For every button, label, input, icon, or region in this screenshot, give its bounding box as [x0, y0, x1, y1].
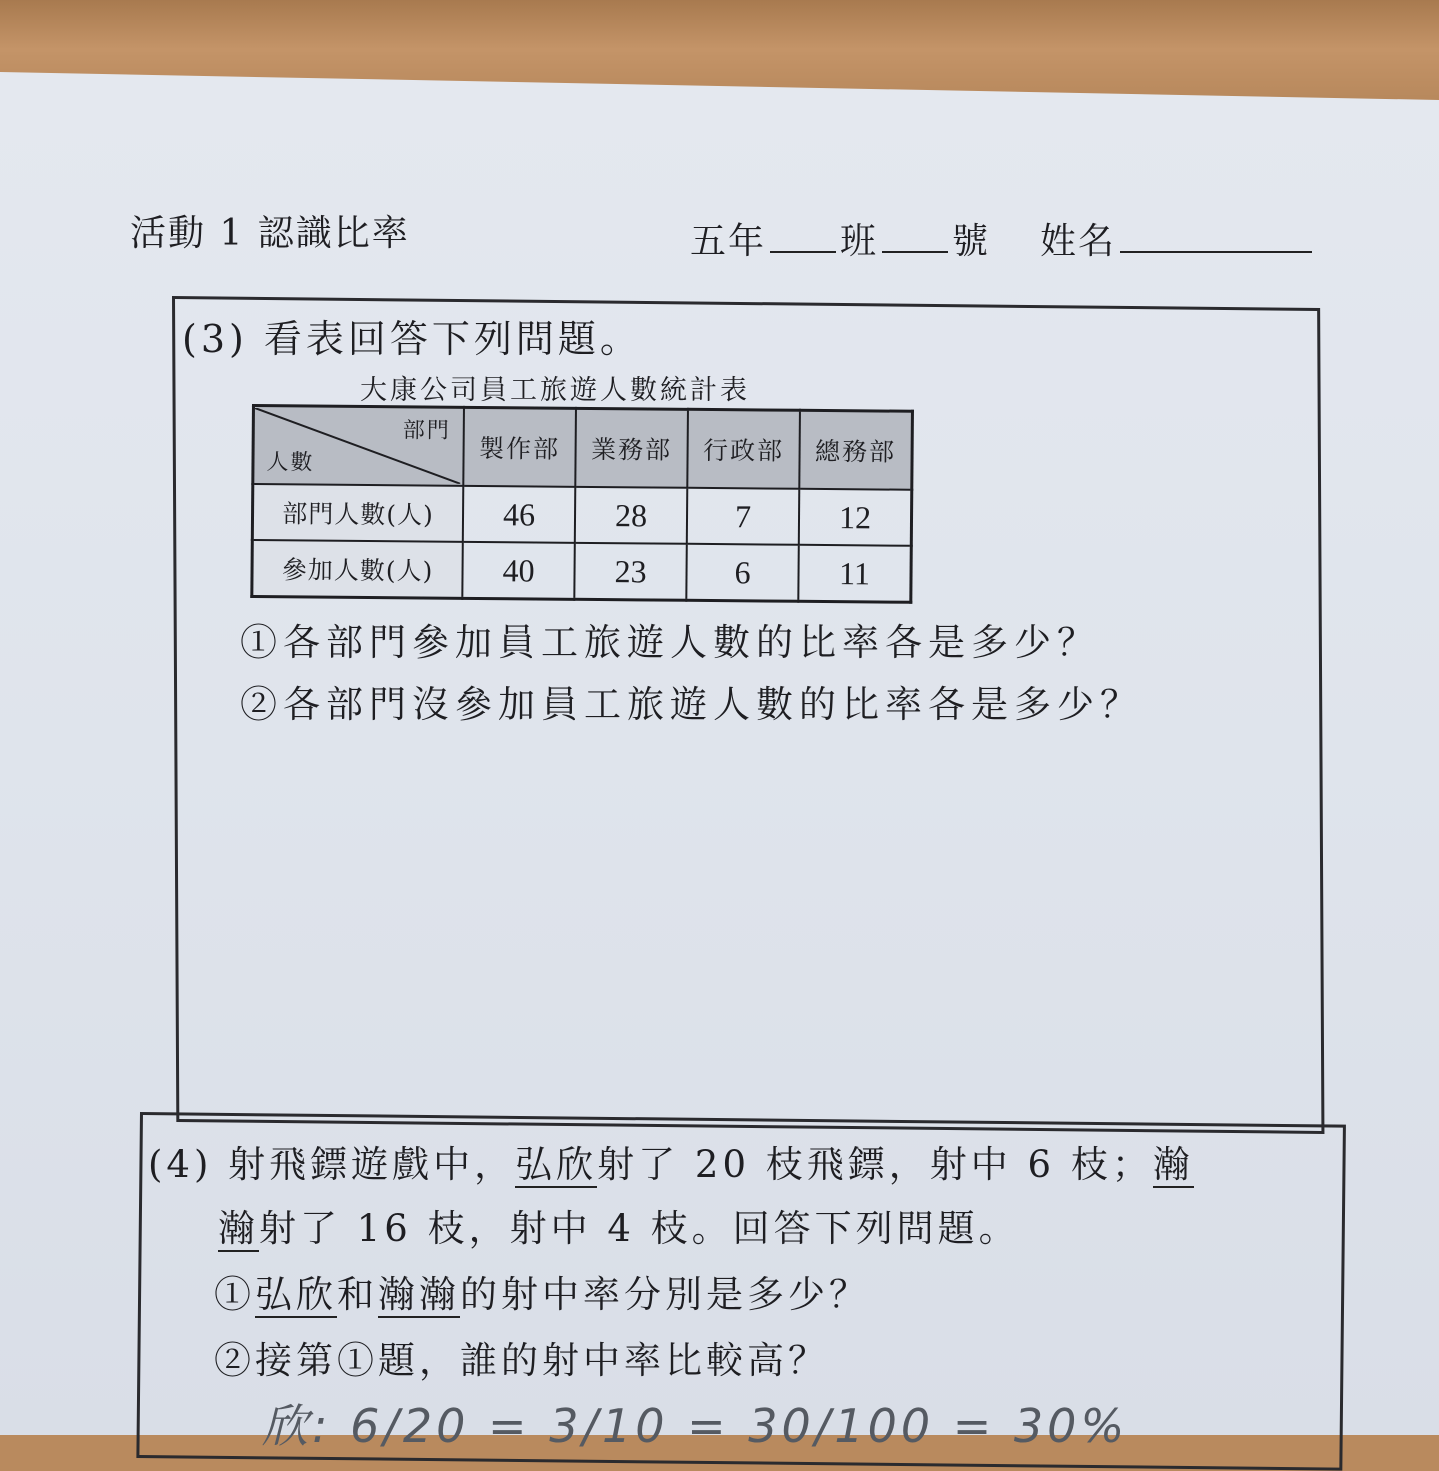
- question-3-sub-1: ①各部門參加員工旅遊人數的比率各是多少？: [240, 621, 1100, 664]
- q4-sub1-marker: ①: [214, 1273, 255, 1316]
- corner-top-label: 部門: [402, 418, 451, 444]
- row-label: 部門人數(人): [252, 484, 463, 542]
- table-row: [252, 484, 911, 546]
- q4-sub1-name-hongxin: 弘欣: [255, 1273, 337, 1316]
- table-cell: 6: [686, 544, 798, 601]
- question-4-line-2: [218, 1198, 1020, 1252]
- name-blank[interactable]: [1120, 221, 1312, 253]
- grade-label: 五年: [690, 221, 767, 262]
- name-label: 姓名: [1040, 221, 1117, 262]
- table-cell: 7: [687, 488, 799, 545]
- name-hongxin: 弘欣: [515, 1143, 598, 1186]
- q4-line1-prefix: (4) 射飛鏢遊戲中，: [148, 1143, 516, 1186]
- table-cell: 40: [462, 542, 574, 599]
- question-4-sub-1: [214, 1264, 870, 1318]
- question-3-sub-2: ②各部門沒參加員工旅遊人數的比率各是多少？: [240, 683, 1143, 726]
- table-cell: 23: [574, 543, 686, 600]
- corner-bottom-label: 人數: [266, 450, 315, 476]
- q4-sub1-name-hanhan: 瀚瀚: [378, 1273, 460, 1316]
- name-hanhan-part-2: 瀚: [218, 1207, 259, 1250]
- class-label: 班: [840, 221, 879, 262]
- table-cell: 28: [575, 487, 687, 544]
- table-header-row: [253, 406, 913, 490]
- activity-title: 活動 1 認識比率: [130, 213, 410, 254]
- table-cell: 46: [463, 486, 575, 543]
- q4-sub1-and: 和: [337, 1273, 378, 1316]
- question-4-sub-2: ②接第①題，誰的射中率比較高？: [214, 1339, 829, 1382]
- table-title: [360, 368, 750, 407]
- travel-statistics-table: [250, 404, 914, 604]
- row-label: 參加人數(人): [252, 540, 463, 598]
- name-hanhan-part-1: 瀚: [1152, 1143, 1194, 1186]
- q4-line2-rest: 射了 16 枝，射中 4 枝。回答下列問題。: [259, 1207, 1020, 1250]
- column-header: 製作部: [463, 407, 576, 486]
- table-cell: 11: [798, 545, 911, 602]
- q4-line1-middle: 射了 20 枝飛鏢，射中 6 枝；: [597, 1143, 1153, 1186]
- student-info-line: [690, 213, 1316, 264]
- class-blank[interactable]: [770, 221, 836, 253]
- corner-header-cell: [253, 406, 464, 486]
- q4-sub1-rest: 的射中率分別是多少？: [460, 1273, 870, 1316]
- question-3-title: (3) 看表回答下列問題。: [182, 317, 642, 361]
- column-header: 業務部: [575, 408, 688, 487]
- number-label: 號: [952, 221, 991, 262]
- table-row: [252, 540, 911, 602]
- question-4-line-1: [148, 1134, 1194, 1188]
- company-name: 大康公司: [360, 375, 480, 406]
- table-title-rest: 員工旅遊人數統計表: [480, 375, 750, 406]
- number-blank[interactable]: [882, 221, 948, 253]
- table-cell: 12: [799, 489, 912, 546]
- handwritten-answer: 欣: 6/20 = 3/10 = 30/100 = 30%: [262, 1399, 1129, 1453]
- column-header: 行政部: [687, 409, 800, 488]
- column-header: 總務部: [799, 410, 912, 489]
